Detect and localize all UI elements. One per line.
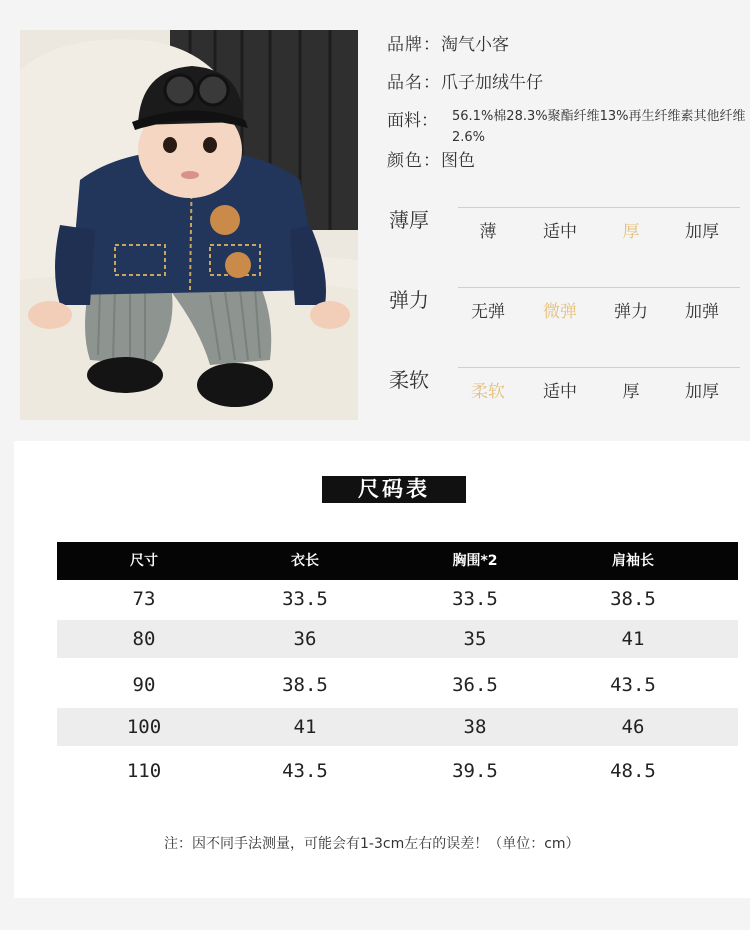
cell-chest: 33.5 bbox=[452, 588, 498, 610]
elasticity-option-stretch: 弹力 bbox=[614, 302, 648, 322]
thickness-option-thick-selected: 厚 bbox=[622, 222, 640, 242]
cell-size: 80 bbox=[132, 628, 156, 650]
color-label: 颜色： bbox=[387, 151, 441, 171]
cell-shoulder-sleeve: 46 bbox=[621, 716, 645, 738]
cell-length: 41 bbox=[293, 716, 317, 738]
color-value: 图色 bbox=[441, 151, 475, 171]
cell-length: 36 bbox=[293, 628, 317, 650]
cell-shoulder-sleeve: 41 bbox=[621, 628, 645, 650]
cell-shoulder-sleeve: 48.5 bbox=[610, 760, 656, 782]
cell-chest: 35 bbox=[463, 628, 487, 650]
thickness-option-extra-thick: 加厚 bbox=[685, 222, 719, 242]
brand-line bbox=[387, 30, 509, 55]
softness-option-medium: 适中 bbox=[543, 382, 577, 402]
fabric-value: 56.1%棉28.3%聚酯纤维13%再生纤维素其他纤维2.6% bbox=[452, 109, 746, 145]
thickness-option-thin: 薄 bbox=[479, 222, 497, 242]
cell-size: 90 bbox=[132, 674, 156, 696]
cell-size: 73 bbox=[132, 588, 156, 610]
elasticity-scale bbox=[458, 287, 740, 331]
softness-option-soft-selected: 柔软 bbox=[471, 382, 505, 402]
measurement-note: 注：因不同手法测量，可能会有1-3cm左右的误差！（单位：cm） bbox=[164, 836, 580, 852]
table-row bbox=[57, 666, 738, 704]
cell-chest: 36.5 bbox=[452, 674, 498, 696]
thickness-option-medium: 适中 bbox=[543, 222, 577, 242]
cell-chest: 38 bbox=[463, 716, 487, 738]
elasticity-option-high: 加弹 bbox=[685, 302, 719, 322]
table-row bbox=[57, 620, 738, 658]
elasticity-label: 弹力 bbox=[389, 288, 429, 312]
cell-shoulder-sleeve: 38.5 bbox=[610, 588, 656, 610]
elasticity-option-none: 无弹 bbox=[471, 302, 505, 322]
header-shoulder-sleeve: 肩袖长 bbox=[612, 553, 654, 569]
thickness-scale bbox=[458, 207, 740, 251]
table-row bbox=[57, 708, 738, 746]
fabric-label: 面料： bbox=[387, 111, 438, 131]
cell-size: 110 bbox=[126, 760, 162, 782]
table-row bbox=[57, 580, 738, 618]
cell-size: 100 bbox=[126, 716, 162, 738]
header-size: 尺寸 bbox=[130, 553, 158, 569]
header-length: 衣长 bbox=[291, 553, 319, 569]
softness-scale bbox=[458, 367, 740, 411]
header-chest: 胸围*2 bbox=[452, 553, 498, 569]
cell-length: 38.5 bbox=[282, 674, 328, 696]
product-name-line bbox=[387, 68, 543, 93]
cell-chest: 39.5 bbox=[452, 760, 498, 782]
softness-option-extra-thick: 加厚 bbox=[685, 382, 719, 402]
brand-value: 淘气小客 bbox=[441, 35, 509, 55]
product-photo bbox=[20, 30, 358, 420]
size-table-header bbox=[57, 542, 738, 580]
cell-length: 43.5 bbox=[282, 760, 328, 782]
baby-denim-jacket-illustration bbox=[20, 30, 358, 420]
softness-option-thick: 厚 bbox=[622, 382, 640, 402]
brand-label: 品牌： bbox=[387, 35, 441, 55]
thickness-label: 薄厚 bbox=[389, 208, 429, 232]
table-row bbox=[57, 752, 738, 790]
color-line bbox=[387, 146, 475, 171]
cell-length: 33.5 bbox=[282, 588, 328, 610]
product-info-section bbox=[0, 0, 750, 440]
product-name-value: 爪子加绒牛仔 bbox=[441, 73, 543, 93]
elasticity-option-slight-selected: 微弹 bbox=[543, 302, 577, 322]
softness-label: 柔软 bbox=[389, 368, 429, 392]
cell-shoulder-sleeve: 43.5 bbox=[610, 674, 656, 696]
product-name-label: 品名： bbox=[387, 73, 441, 93]
size-chart-title: 尺码表 bbox=[322, 476, 466, 503]
